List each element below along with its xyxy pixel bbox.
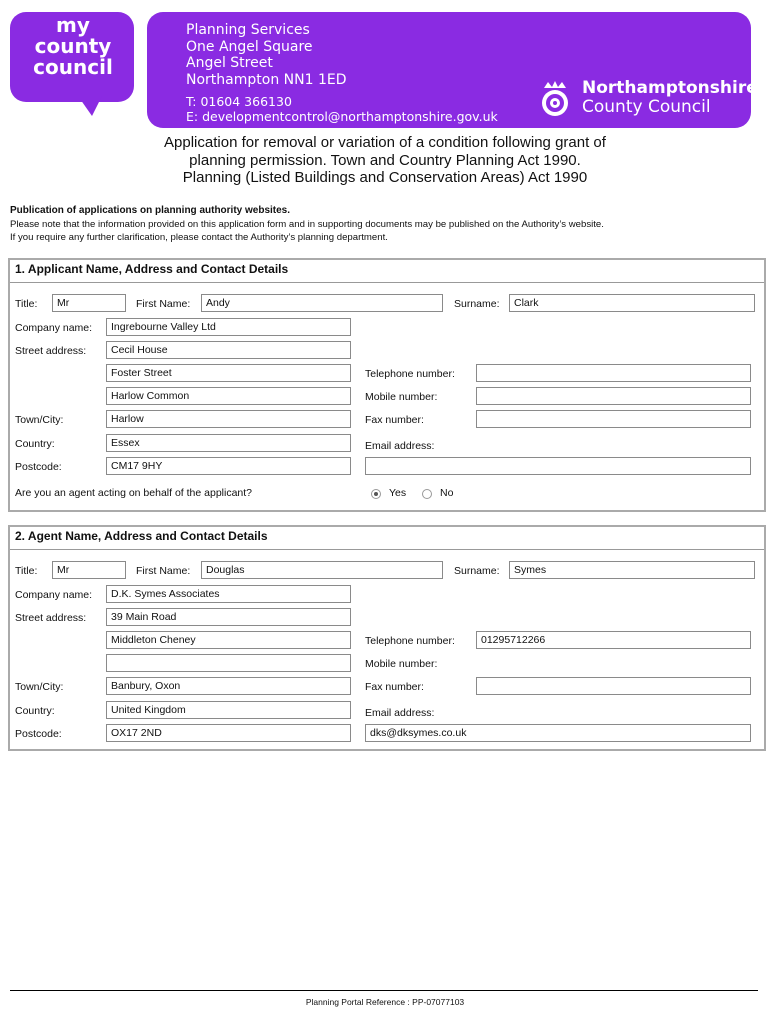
applicant-company-label: Company name: (15, 322, 93, 334)
applicant-country-label: Country: (15, 438, 55, 450)
office-contact (186, 94, 498, 124)
applicant-first-name-field[interactable]: Andy (201, 294, 443, 312)
ncc-line-2: County Council (582, 97, 711, 117)
agent-title-field[interactable]: Mr (52, 561, 126, 579)
agent-section-heading: 2. Agent Name, Address and Contact Details (15, 529, 268, 543)
agent-postcode-label: Postcode: (15, 728, 62, 740)
northamptonshire-cc-logo-text (582, 79, 758, 117)
agent-telephone-field[interactable]: 01295712266 (476, 631, 751, 649)
agent-surname-field[interactable]: Symes (509, 561, 755, 579)
agent-yes-radio[interactable] (371, 489, 381, 499)
publication-notice (10, 218, 604, 244)
applicant-telephone-field[interactable] (476, 364, 751, 382)
applicant-email-label: Email address: (365, 440, 435, 452)
applicant-section (8, 258, 766, 512)
agent-email-label: Email address: (365, 707, 435, 719)
agent-mobile-label: Mobile number: (365, 658, 438, 670)
rose-crown-emblem-icon (534, 78, 576, 120)
agent-company-label: Company name: (15, 589, 93, 601)
applicant-street-line-3[interactable]: Harlow Common (106, 387, 351, 405)
applicant-town-field[interactable]: Harlow (106, 410, 351, 428)
agent-fax-label: Fax number: (365, 681, 424, 693)
section-divider (10, 282, 764, 283)
agent-street-line-2[interactable]: Middleton Cheney (106, 631, 351, 649)
applicant-telephone-label: Telephone number: (365, 368, 455, 380)
agent-telephone-label: Telephone number: (365, 635, 455, 647)
applicant-country-field[interactable]: Essex (106, 434, 351, 452)
title-line-3: Planning (Listed Buildings and Conservation Areas) Act 1990 (182, 169, 588, 186)
logo-word-my: my (56, 13, 90, 37)
agent-surname-label: Surname: (454, 565, 500, 577)
planning-portal-reference: Planning Portal Reference : PP-07077103 (305, 997, 465, 1007)
agent-street-line-3[interactable] (106, 654, 351, 672)
agent-street-label: Street address: (15, 612, 87, 624)
publication-line-1: Please note that the information provided on this application form and in supporting documents may be published on the Authority’s website. (10, 219, 604, 230)
applicant-fax-field[interactable] (476, 410, 751, 428)
agent-postcode-field[interactable]: OX17 2ND (106, 724, 351, 742)
agent-first-name-field[interactable]: Douglas (201, 561, 443, 579)
agent-no-radio[interactable] (422, 489, 432, 499)
logo-speech-tail (78, 96, 102, 116)
form-title (100, 134, 670, 187)
applicant-postcode-field[interactable]: CM17 9HY (106, 457, 351, 475)
applicant-street-label: Street address: (15, 345, 87, 357)
section-divider (10, 549, 764, 550)
applicant-mobile-field[interactable] (476, 387, 751, 405)
publication-line-2: If you require any further clarification, please contact the Authority’s planning department. (10, 232, 388, 243)
applicant-surname-field[interactable]: Clark (509, 294, 755, 312)
applicant-first-name-label: First Name: (136, 298, 191, 310)
applicant-company-field[interactable]: Ingrebourne Valley Ltd (106, 318, 351, 336)
office-telephone: T: 01604 366130 (186, 94, 292, 109)
agent-question: Are you an agent acting on behalf of the applicant? (15, 487, 253, 499)
logo-word-county: county (34, 34, 112, 58)
publication-heading: Publication of applications on planning authority websites. (10, 205, 291, 216)
applicant-postcode-label: Postcode: (15, 461, 62, 473)
title-line-1: Application for removal or variation of a condition following grant of (164, 134, 606, 151)
agent-first-name-label: First Name: (136, 565, 191, 577)
office-address (186, 22, 346, 88)
agent-fax-field[interactable] (476, 677, 751, 695)
address-line-4: Northampton NN1 1ED (186, 71, 347, 88)
applicant-street-line-1[interactable]: Cecil House (106, 341, 351, 359)
applicant-town-label: Town/City: (15, 414, 64, 426)
agent-country-field[interactable]: United Kingdom (106, 701, 351, 719)
footer-rule (10, 990, 758, 991)
address-line-1: Planning Services (186, 22, 310, 38)
agent-no-label: No (440, 487, 454, 499)
agent-email-field[interactable]: dks@dksymes.co.uk (365, 724, 751, 742)
agent-town-field[interactable]: Banbury, Oxon (106, 677, 351, 695)
applicant-section-heading: 1. Applicant Name, Address and Contact Details (15, 262, 289, 276)
ncc-line-1: Northamptonshire (582, 78, 758, 98)
applicant-street-line-2[interactable]: Foster Street (106, 364, 351, 382)
applicant-email-field[interactable] (365, 457, 751, 475)
applicant-title-field[interactable]: Mr (52, 294, 126, 312)
office-email: E: developmentcontrol@northamptonshire.gov.uk (186, 109, 498, 124)
agent-company-field[interactable]: D.K. Symes Associates (106, 585, 351, 603)
address-line-3: Angel Street (186, 55, 273, 71)
agent-yes-label: Yes (389, 487, 407, 499)
applicant-fax-label: Fax number: (365, 414, 424, 426)
logo-text (18, 15, 128, 78)
agent-country-label: Country: (15, 705, 55, 717)
logo-word-council: council (33, 55, 113, 79)
title-line-2: planning permission. Town and Country Planning Act 1990. (189, 151, 581, 169)
agent-street-line-1[interactable]: 39 Main Road (106, 608, 351, 626)
applicant-surname-label: Surname: (454, 298, 500, 310)
agent-town-label: Town/City: (15, 681, 64, 693)
agent-section (8, 525, 766, 751)
applicant-mobile-label: Mobile number: (365, 391, 438, 403)
agent-title-label: Title: (15, 565, 38, 577)
applicant-title-label: Title: (15, 298, 38, 310)
address-line-2: One Angel Square (186, 38, 313, 55)
